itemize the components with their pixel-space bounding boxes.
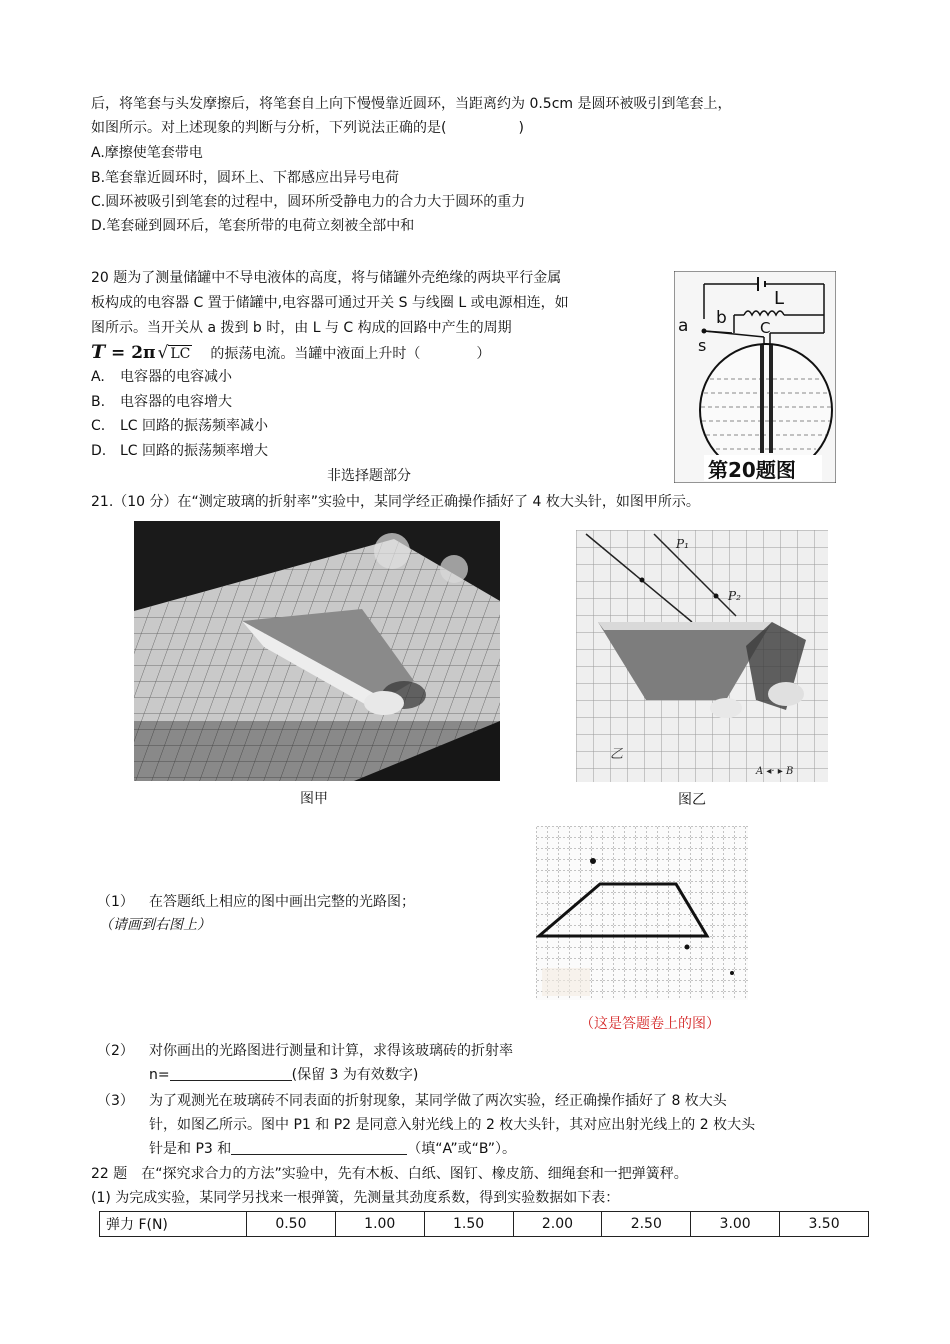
label-L: L (774, 288, 785, 309)
q19-line2 (91, 116, 524, 140)
label-p1: P₁ (676, 537, 689, 551)
q19-line1: 后，将笔套与头发摩擦后，将笔套自上向下慢慢靠近圆环，当距离约为 0.5cm 是圆环被吸引到笔套上， (91, 96, 732, 112)
table-cell: 0.50 (247, 1212, 336, 1237)
part2-text: 对你画出的光路图进行测量和计算，求得该玻璃砖的折射率 (149, 1043, 513, 1059)
label-a: a (678, 316, 689, 336)
q20-option-a (91, 365, 232, 389)
n-answer-blank[interactable] (170, 1064, 292, 1081)
table-cell: 2.00 (513, 1212, 602, 1237)
label-C: C (760, 319, 771, 337)
option-text: 电容器的电容减小 (120, 369, 232, 385)
q21-part3-line1 (97, 1089, 727, 1113)
label-ab: A ◂· ▸ B (756, 766, 794, 777)
q19-line2-text: 如图所示。对上述现象的判断与分析，下列说法正确的是( (91, 120, 447, 136)
q21-part2 (97, 1039, 513, 1063)
formula-period-symbol: T (91, 341, 106, 363)
q19-line2-close: ) (518, 120, 524, 136)
q20-line2: 板构成的电容器 C 置于储罐中,电容器可通过开关 S 与线圈 L 或电源相连，如 (91, 295, 569, 311)
table-row (100, 1212, 869, 1237)
part3-line1-text: 为了观测光在玻璃砖不同表面的折射现象，某同学做了两次实验，经正确操作插好了 8 枚大头 (149, 1093, 727, 1109)
q21-part1-hint: （请画到右图上） (99, 917, 211, 933)
q22-part1: (1) 为完成实验，某同学另找来一根弹簧，先测量其劲度系数，得到实验数据如下表： (91, 1190, 620, 1206)
q19-option-a: A.摩擦使笔套带电 (91, 145, 203, 161)
label-yi: 乙 (610, 747, 624, 762)
part-number: （3） (97, 1093, 134, 1109)
q19-option-c: C.圆环被吸引到笔套的过程中，圆环所受静电力的合力大于圆环的重力 (91, 194, 526, 210)
n-prefix: n= (149, 1067, 170, 1083)
option-letter: A. (91, 369, 105, 385)
option-letter: B. (91, 394, 106, 410)
figure-jia-photo (134, 521, 500, 781)
formula-radicand: LC (170, 346, 191, 362)
answer-sheet-figure (536, 826, 748, 1000)
spring-force-table (99, 1211, 869, 1237)
q20-option-c (91, 414, 268, 438)
part1-text: 在答题纸上相应的图中画出完整的光路图； (149, 894, 415, 910)
table-cell: 3.00 (691, 1212, 780, 1237)
q20-line1: 20 题为了测量储罐中不导电液体的高度，将与储罐外壳绝缘的两块平行金属 (91, 270, 562, 286)
table-row-label: 弹力 F(N) (100, 1212, 247, 1237)
figure-yi (576, 530, 828, 782)
option-text: 电容器的电容增大 (120, 394, 232, 410)
q21-part2-answer-line (149, 1063, 418, 1087)
option-text: LC 回路的振荡频率减小 (120, 418, 269, 434)
pin-mark (590, 858, 596, 864)
q20-figure-caption: 第20题图 (708, 458, 796, 482)
label-p2: P₂ (728, 589, 741, 603)
q21-heading: 21.（10 分）在“测定玻璃的折射率”实验中，某同学经正确操作插好了 4 枚大头针，如图甲所示。 (91, 494, 700, 510)
figure-yi-caption: 图乙 (678, 792, 706, 808)
q20-line4-tail: 的振荡电流。当罐中液面上升时（ ） (210, 346, 491, 362)
table-cell: 2.50 (602, 1212, 691, 1237)
table-cell: 1.00 (335, 1212, 424, 1237)
table-cell: 1.50 (424, 1212, 513, 1237)
answer-figure-caption: （这是答题卷上的图） (580, 1016, 720, 1032)
q20-option-d (91, 439, 268, 463)
q20-line3: 图所示。当开关从 a 拨到 b 时，由 L 与 C 构成的回路中产生的周期 (91, 320, 512, 336)
q21-part3-line3 (149, 1137, 516, 1161)
option-text: LC 回路的振荡频率增大 (120, 443, 269, 459)
q19-option-d: D.笔套碰到圆环后，笔套所带的电荷立刻被全部中和 (91, 218, 415, 234)
q20-circuit-figure (674, 271, 836, 483)
n-suffix: (保留 3 为有效数字) (291, 1067, 419, 1083)
pin-mark (685, 945, 690, 950)
part3-line3-post: （填“A”或“B”）。 (407, 1141, 516, 1157)
q19-option-b: B.笔套靠近圆环时，圆环上、下都感应出异号电荷 (91, 170, 400, 186)
q22-heading: 22 题 在“探究求合力的方法”实验中，先有木板、白纸、图钉、橡皮筋、细绳套和一把弹簧秤。 (91, 1166, 688, 1182)
part-number: （2） (97, 1043, 134, 1059)
part3-line3-pre: 针是和 P3 和 (149, 1141, 232, 1157)
option-letter: D. (91, 443, 107, 459)
ab-answer-blank[interactable] (231, 1138, 407, 1155)
sqrt-icon: √ (157, 343, 169, 363)
figure-jia-caption: 图甲 (300, 791, 328, 807)
q21-part3-line2: 针，如图乙所示。图中 P1 和 P2 是同意入射光线上的 2 枚大头针，其对应出射光线上的 2 枚大头 (149, 1117, 756, 1133)
q20-option-b (91, 390, 232, 414)
pin-mark (730, 971, 734, 975)
option-letter: C. (91, 418, 106, 434)
label-b: b (716, 308, 727, 328)
table-cell: 3.50 (780, 1212, 869, 1237)
q20-formula-line (91, 338, 490, 366)
formula-equals: = 2π (105, 343, 156, 363)
part-number: （1） (97, 894, 134, 910)
q21-part1 (97, 890, 415, 914)
section-title: 非选择题部分 (327, 468, 411, 484)
label-s: s (698, 336, 707, 355)
